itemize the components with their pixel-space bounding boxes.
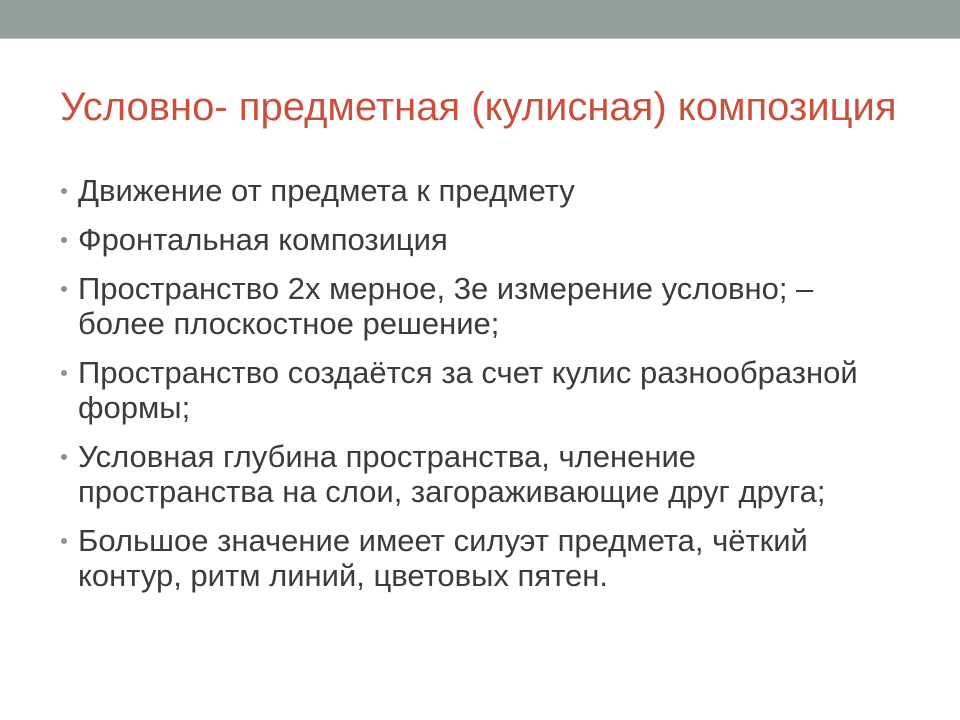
bullet-dot-icon [61,538,67,544]
list-item [60,222,950,257]
bullet-list [60,173,950,607]
top-accent-bar [0,0,960,39]
bullet-dot-icon [61,237,67,243]
slide-title: Условно- предметная (кулисная) композиция [60,85,897,129]
bullet-dot-icon [61,188,67,194]
bullet-text-line: пространства на слои, загораживающие друг друга; [78,474,826,509]
bullet-dot-icon [61,454,67,460]
bullet-text-line: Пространство создаётся за счет кулис разнообразной [78,355,858,390]
bullet-text-line: Пространство 2х мерное, 3е измерение условно; – [78,271,814,306]
bullet-text-line: контур, ритм линий, цветовых пятен. [78,558,608,593]
list-item [60,439,950,509]
list-item [60,523,950,593]
bullet-text-line: формы; [78,390,191,425]
bullet-text-line: Фронтальная композиция [78,222,448,257]
bullet-dot-icon [61,286,67,292]
list-item [60,271,950,341]
list-item [60,173,950,208]
bullet-text-line: более плоскостное решение; [78,306,500,341]
bullet-dot-icon [61,370,67,376]
bullet-text-line: Условная глубина пространства, членение [78,439,697,474]
bullet-text-line: Движение от предмета к предмету [78,173,575,208]
bullet-text-line: Большое значение имеет силуэт предмета, чёткий [78,523,808,558]
list-item [60,355,950,425]
